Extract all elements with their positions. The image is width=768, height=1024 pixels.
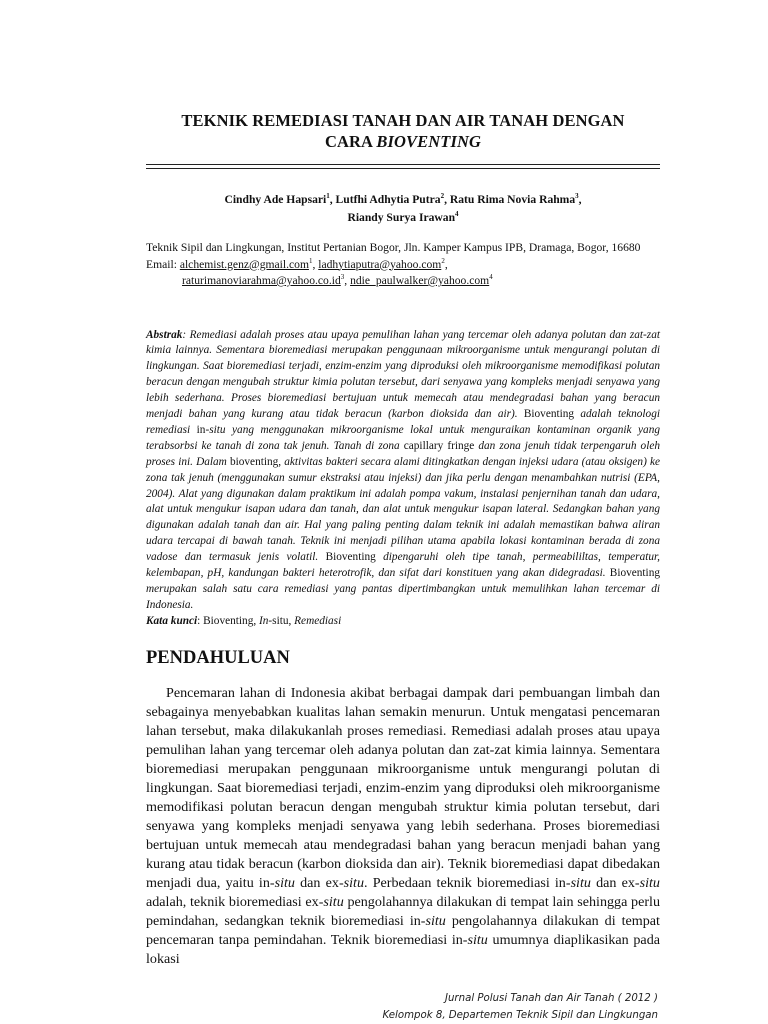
abstract-part-6: dipengaruhi oleh tipe tanah, permeabililtas, temperatur, kelembapan, pH, kandungan bakteri heterotrofik, dan sifat dari konstituen yang akan didegradasi. <box>146 551 660 580</box>
author-2: , Lutfhi Adhytia Putra <box>329 193 441 206</box>
abstract-part-4: dan zona jenuh tidak terpengaruh oleh proses ini. Dalam <box>146 439 660 468</box>
abstract-part-5: , aktivitas bakteri secara alami ditingkatkan dengan injeksi udara (atau oksigen) ke zona tak jenuh (menggunakan sumur ekstraksi atau injeksi) dan jika perlu dengan menambahkan nutrisi (EPA, 2004). Alat yang digunakan dalam praktikum ini adalah pompa vakum, instalasi penjernihan tanah dan udara, alat untuk mengukur isapan udara dan tanah, dan alat untuk mengukur isapan lateral. Sedangkan bahan yang digunakan adalah tanah dan air. Hal yang paling penting dalam teknik ini adalah memastikan bahwa aliran udara tercapai di bawah tanah. Teknik ini menjadi pilihan utama apabila lokasi kontaminan berada di zona vadose dan termasuk jenis volatil. <box>146 455 660 564</box>
email-sep-3: , <box>344 274 351 287</box>
email-3-sup: 3 <box>340 273 345 282</box>
intro-part-6: pengolahannya dilakukan di tempat lain sehingga perlu pemindahan, sedangkan teknik bioremediasi in- <box>146 894 660 930</box>
intro-italic-4: situ <box>639 875 660 892</box>
email-sep-2: , <box>444 257 448 271</box>
abstract-term-4: bioventing <box>229 455 279 468</box>
author-3: , Ratu Rima Novia Rahma <box>444 193 576 206</box>
author-3-sup: 3 <box>575 192 579 201</box>
intro-part-4: dan ex- <box>590 875 640 892</box>
intro-part-1: Pencemaran lahan di Indonesia akibat berbagai dampak dari pembuangan limbah dan sebagainya menyebabkan kualitas lahan semakin menurun. Untuk mengatasi pencemaran lahan tersebut, maka dilakukanlah proses remediasi. Remediasi adalah proses atau upaya pemulihan lahan yang tercemar oleh adanya polutan dan zat-zat kimia lainnya. Sementara bioremediasi merupakan penggunaan mikroorganisme untuk mengurangi polutan di lingkungan. Saat bioremediasi terjadi, enzim-enzim yang diproduksi oleh mikroorganisme memodifikasi polutan beracun dengan mengubah struktur kimia polutan tersebut, dari senyawa yang kompleks menjadi senyawa yang lebih sederhana. Proses bioremediasi bertujuan untuk memecah atau mendegradasi bahan yang beracun menjadi bahan yang kurang atau tidak beracun (karbon dioksida dan air). Teknik bioremediasi dapat dibedakan menjadi dua, yaitu in- <box>146 685 660 892</box>
keywords <box>146 614 660 630</box>
intro-italic-6: situ <box>425 913 446 930</box>
footer-journal-line: Jurnal Polusi Tanah dan Air Tanah ( 2012 ) <box>444 993 658 1004</box>
author-4: Riandy Surya Irawan <box>347 211 456 224</box>
intro-italic-1: situ <box>274 875 295 892</box>
abstract-term-3: capillary fringe <box>403 439 475 452</box>
abstract-term-2: in <box>196 423 206 436</box>
email-sep-1: , <box>312 257 319 271</box>
author-1: Cindhy Ade Hapsari <box>224 193 327 206</box>
abstract-term-5: Bioventing <box>325 551 376 564</box>
keywords-text-2: In <box>259 614 269 627</box>
keywords-label: Kata kunci <box>146 614 198 627</box>
journal-footer <box>382 990 658 1024</box>
abstract-term-1: Bioventing <box>523 408 575 421</box>
intro-italic-3: situ <box>570 875 591 892</box>
author-1-sup: 1 <box>326 192 330 201</box>
section-heading-pendahuluan: PENDAHULUAN <box>146 647 290 668</box>
abstract-part-1: : Remediasi adalah proses atau upaya pemulihan lahan yang tercemar oleh adanya polutan dan zat-zat kimia lainnya. Sementara bioremediasi merupakan penggunaan mikroorganisme untuk mengurangi polutan di lingkungan. Saat bioremediasi terjadi, enzim-enzim yang diproduksi oleh mikroorganisme memodifikasi polutan beracun dengan mengubah struktur kimia polutan tersebut, dari senyawa yang kompleks menjadi senyawa yang lebih sederhana. Proses bioremediasi bertujuan untuk memecah atau mendegradasi bahan yang beracun menjadi bahan yang kurang atau tidak beracun (karbon dioksida dan air). <box>146 328 660 421</box>
intro-part-7: pengolahannya dilakukan di tempat pencemaran tanpa pemindahan. Teknik bioremediasi in- <box>146 913 660 949</box>
intro-part-5: adalah, teknik bioremediasi ex- <box>146 894 324 911</box>
email-link-4[interactable]: ndie_paulwalker@yahoo.com <box>350 274 490 287</box>
intro-italic-5: situ <box>323 894 344 911</box>
intro-part-2: dan ex- <box>294 875 344 892</box>
author-4-sup: 4 <box>455 210 459 219</box>
email-1-sup: 1 <box>308 256 313 265</box>
keywords-text-3: -situ, <box>268 614 295 627</box>
intro-italic-2: situ <box>343 875 365 892</box>
title-line-1: TEKNIK REMEDIASI TANAH DAN AIR TANAH DENGAN <box>181 111 625 130</box>
author-2-sup: 2 <box>440 192 445 201</box>
paper-page <box>146 110 660 983</box>
footer-group-line: Kelompok 8, Departemen Teknik Sipil dan Lingkungan <box>382 1010 658 1021</box>
email-block <box>146 257 660 290</box>
keywords-text-1: : Bioventing, <box>197 614 259 627</box>
email-link-1[interactable]: alchemist.genz@gmail.com <box>179 257 309 271</box>
email-4-sup: 4 <box>489 273 493 282</box>
email-2-sup: 2 <box>441 256 445 265</box>
email-label: Email: <box>146 257 180 271</box>
title-line-2-italic: BIOVENTING <box>376 132 481 151</box>
email-link-2[interactable]: ladhytiaputra@yahoo.com <box>318 257 442 271</box>
title-double-rule <box>146 164 660 169</box>
abstract-label: Abstrak <box>146 328 183 341</box>
intro-part-3: . Perbedaan teknik bioremediasi in- <box>364 875 571 892</box>
author-3-tail: , <box>578 193 582 206</box>
abstract <box>146 328 660 614</box>
affiliation: Teknik Sipil dan Lingkungan, Institut Pertanian Bogor, Jln. Kamper Kampus IPB, Dramaga, Bogor, 16680 <box>146 241 641 254</box>
email-link-3[interactable]: raturimanoviarahma@yahoo.co.id <box>182 274 341 287</box>
intro-part-8: umumnya diaplikasikan pada lokasi <box>146 932 660 968</box>
abstract-part-3: -situ yang menggunakan mikroorganisme lokal untuk menguraikan kontaminan organik yang terabsorbsi ke tanah di zona tak jenuh. Tanah di zona <box>146 423 660 452</box>
abstract-part-2: adalah teknologi remediasi <box>146 408 660 436</box>
paper-title <box>146 110 660 152</box>
title-line-2-prefix: CARA <box>325 132 377 151</box>
keywords-text-4: Remediasi <box>294 614 342 627</box>
intro-paragraph <box>146 684 660 969</box>
abstract-term-6: Bioventing <box>609 567 660 580</box>
author-list <box>146 191 660 227</box>
intro-italic-7: situ <box>467 932 488 949</box>
abstract-part-7: merupakan salah satu cara remediasi yang pantas dipertimbangkan untuk memulihkan lahan tercemar di Indonesia. <box>146 583 660 611</box>
